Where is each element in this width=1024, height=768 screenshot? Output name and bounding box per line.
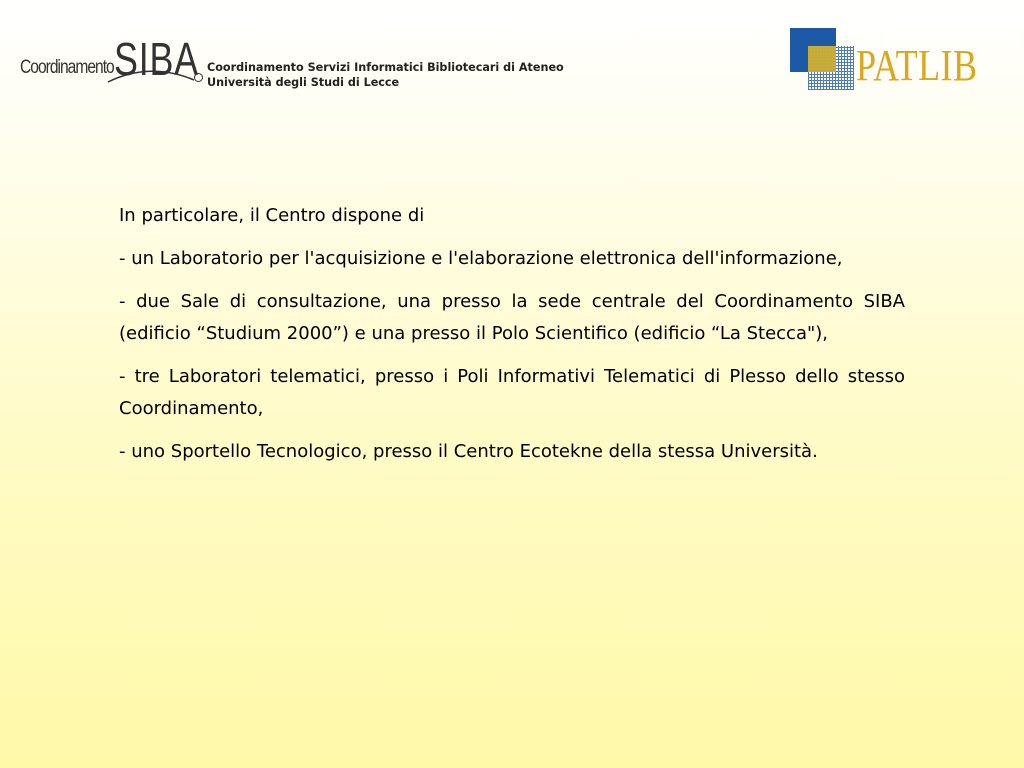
siba-logo [20, 33, 580, 92]
patlib-logo [790, 28, 1000, 92]
siba-logo-word-small: Coordinamento [20, 57, 114, 78]
siba-logo-caption [207, 60, 564, 90]
paragraph-sportello-tecnologico: - uno Sportello Tecnologico, presso il Centro Ecotekne della stessa Università. [119, 441, 818, 462]
siba-logo-line2: Università degli Studi di Lecce [207, 76, 400, 89]
paragraph-laboratorio: - un Laboratorio per l'acquisizione e l'elaborazione elettronica dell'informazione, [119, 248, 843, 269]
paragraph-sale-consultazione: - due Sale di consultazione, una presso la sede centrale del Coordinamento SIBA (edificio “Studium 2000”) e una presso il Polo Scientifico (edificio “La Stecca"), [119, 291, 905, 344]
siba-logo-word-big: SIBA [114, 33, 199, 85]
patlib-yellow-square-icon [808, 46, 836, 72]
patlib-logo-word: PATLIB [856, 41, 978, 90]
paragraph-laboratori-telematici: - tre Laboratori telematici, presso i Poli Informativi Telematici di Plesso dello stesso Coordinamento, [119, 366, 905, 419]
siba-dot-icon [194, 73, 203, 82]
siba-swoosh-icon [106, 62, 196, 86]
siba-logo-line1: Coordinamento Servizi Informatici Bibliotecari di Ateneo [207, 61, 564, 74]
paragraph-intro: In particolare, il Centro dispone di [119, 205, 425, 226]
main-content [119, 200, 905, 479]
